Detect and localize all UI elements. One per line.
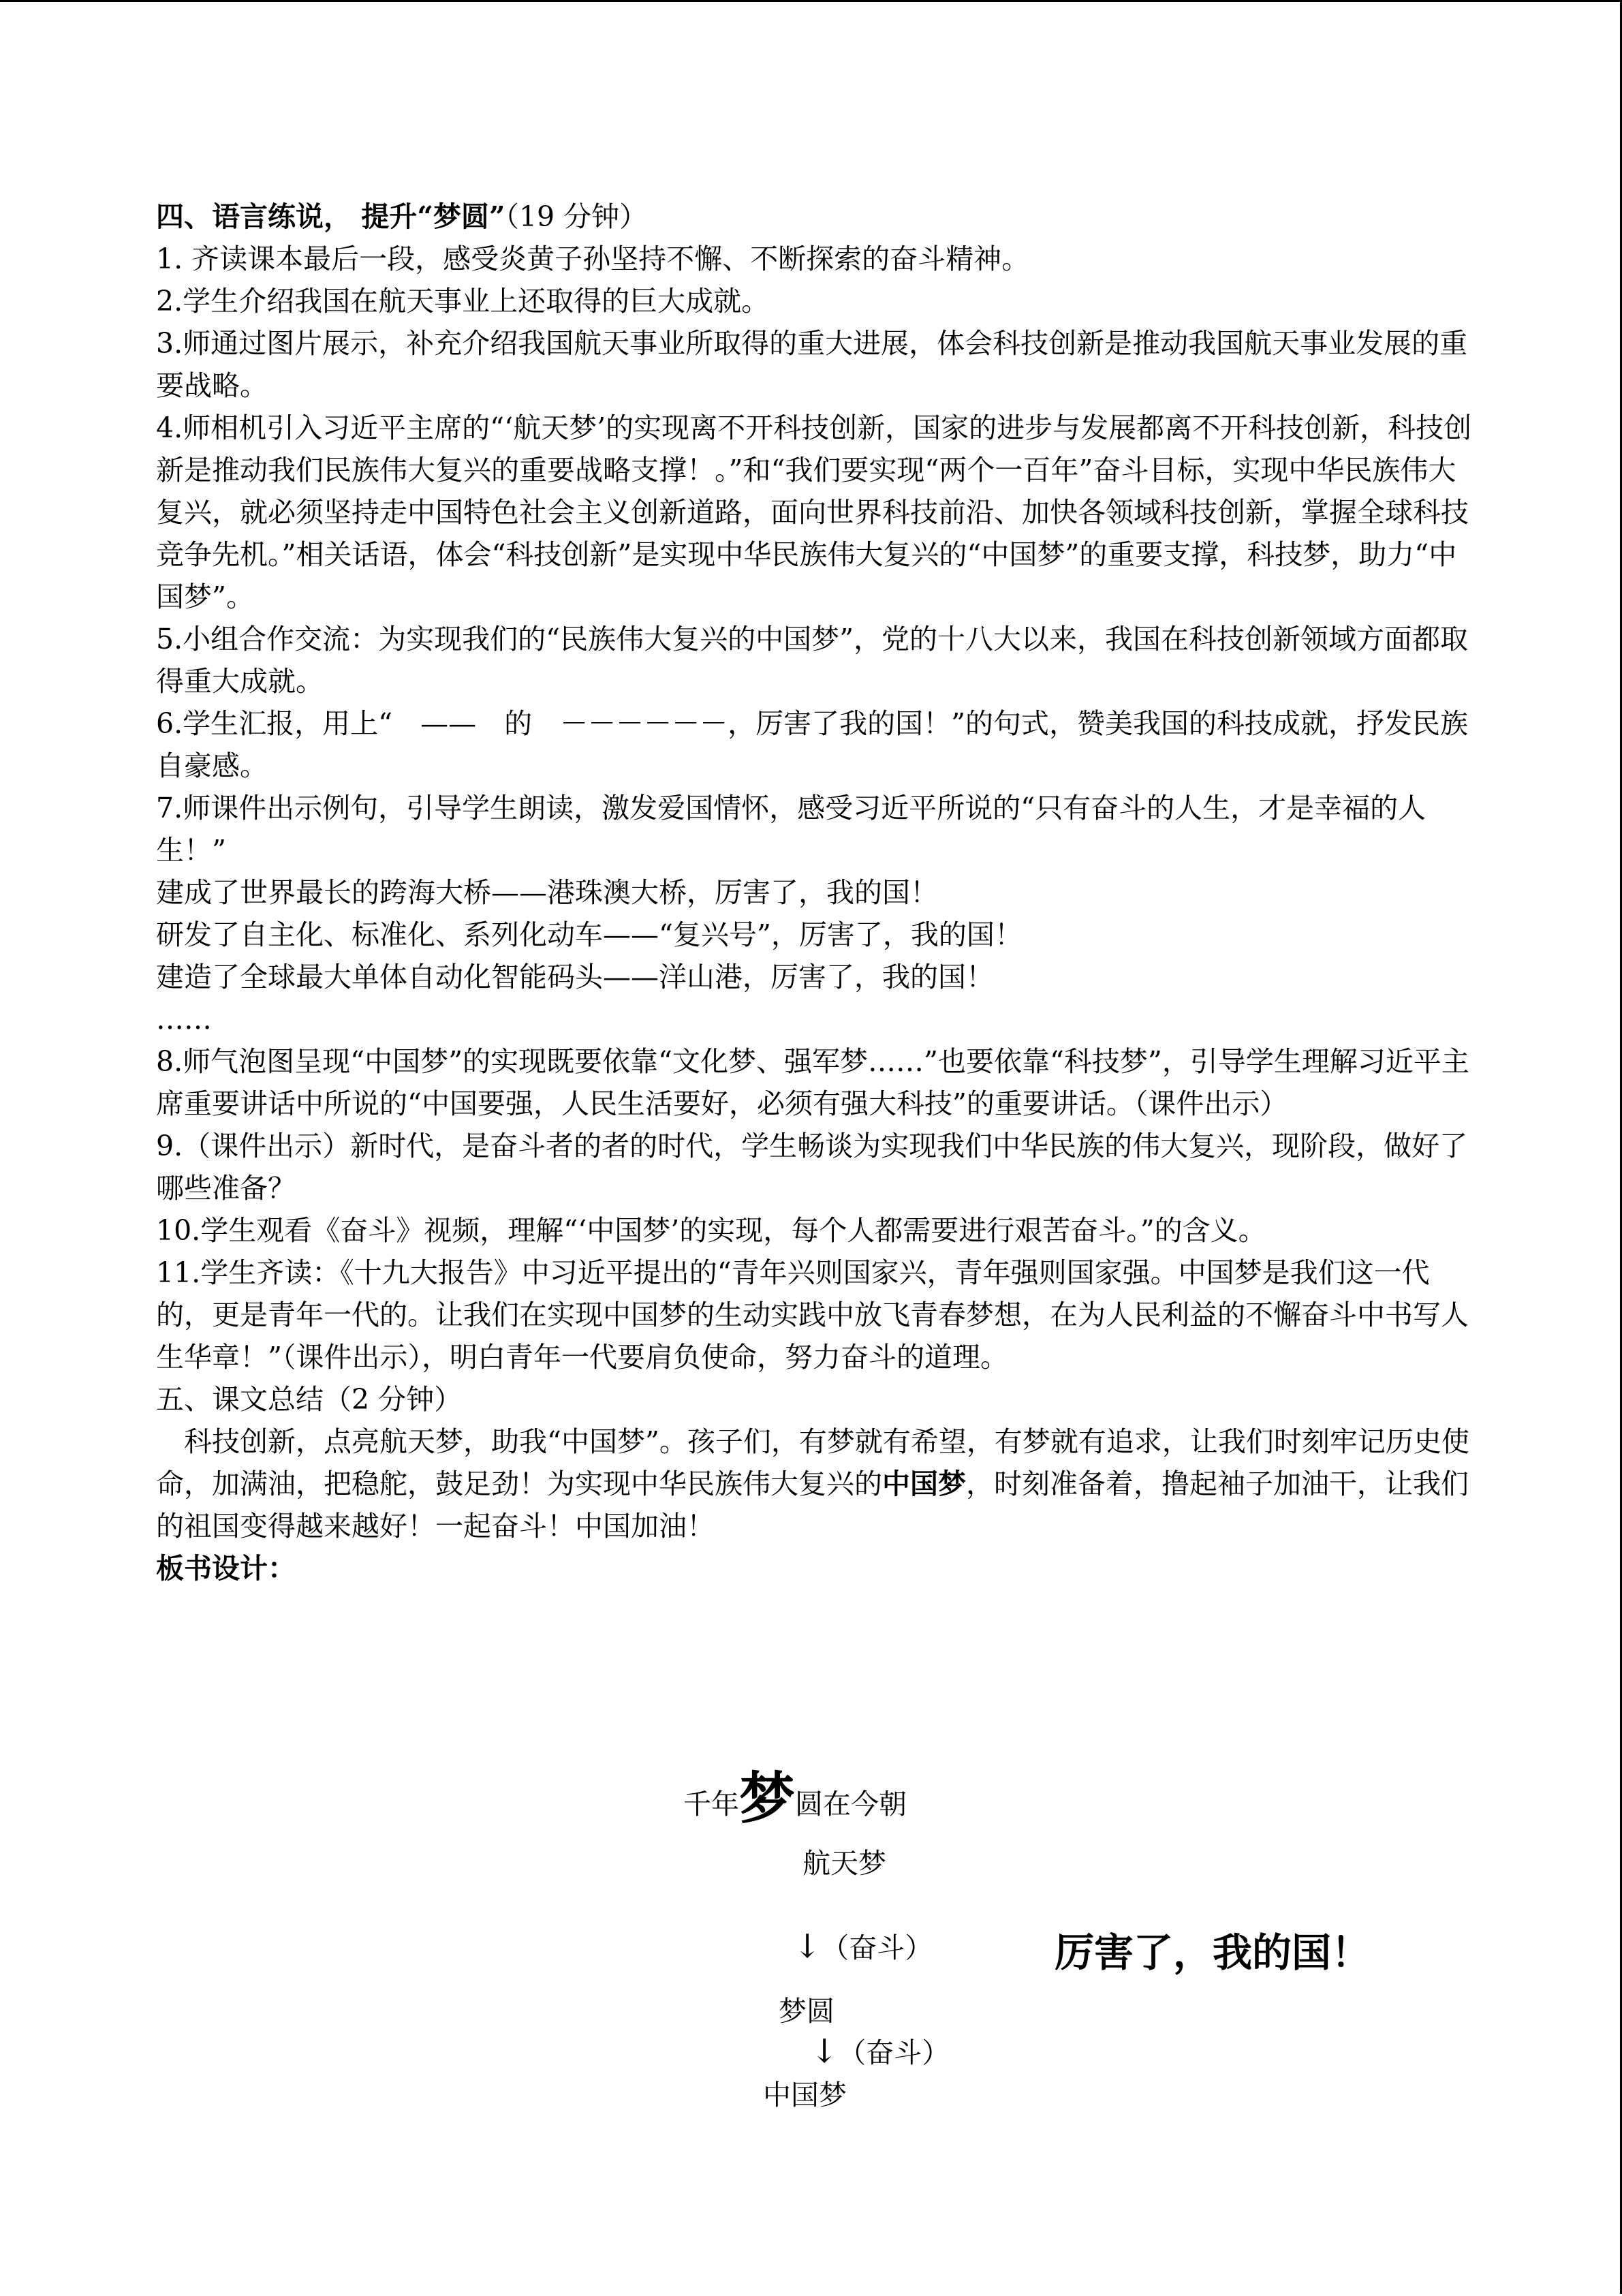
board-hangtian-dream: 航天梦: [802, 1847, 886, 1880]
summary-emphasis: 中国梦: [882, 1468, 966, 1500]
example-sentence-2: 研发了自主化、标准化、系列化动车——“复兴号”，厉害了，我的国！: [156, 918, 1023, 951]
board-design: [0, 2, 1622, 2296]
board-title: [683, 1754, 907, 1834]
down-arrow-icon: ↓: [794, 1927, 822, 1966]
board-struggle-2: [811, 2030, 950, 2070]
paragraph-item-10: 10.学生观看《奋斗》视频，理解“‘中国梦’的实现，每个人都需要进行艰苦奋斗。”的含义。: [156, 1214, 1266, 1247]
paragraph-item-3: 3.师通过图片展示，补充介绍我国航天事业所取得的重大进展，体会科技创新是推动我国航天事业发展的重要战略。: [156, 327, 1468, 402]
section-5-heading: 五、课文总结（2 分钟）: [156, 1383, 463, 1416]
struggle-label: （奋斗）: [821, 1932, 933, 1964]
paragraph-item-11: 11.学生齐读：《十九大报告》中习近平提出的“青年兴则国家兴，青年强则国家强。中国梦是我们这一代的，更是青年一代的。让我们在实现中国梦的生动实践中放飞青春梦想，在为人民利益的不懈奋斗中书写人生华章！”（课件出示），明白青年一代要肩负使命，努力奋斗的道理。: [156, 1256, 1469, 1374]
summary-text-end: ，时刻准备着，撸起袖子加油干，让我们的祖国变得越来越好！一起奋斗！中国加油！: [156, 1468, 1469, 1542]
struggle-label: （奋斗）: [838, 2036, 950, 2069]
paragraph-item-5: 5.小组合作交流：为实现我们的“民族伟大复兴的中国梦”，党的十八大以来，我国在科技创新领域方面都取得重大成就。: [156, 623, 1469, 698]
section-4-title: 四、语言练说， 提升“梦圆”: [156, 200, 505, 233]
board-design-heading: 板书设计：: [156, 1552, 296, 1585]
paragraph-item-2: 2.学生介绍我国在航天事业上还取得的巨大成就。: [156, 285, 770, 317]
board-dream-fulfilled: 梦圆: [779, 1995, 835, 2028]
board-struggle-1: [794, 1925, 933, 1966]
board-exclamation: 厉害了，我的国！: [1055, 1929, 1371, 1976]
paragraph-item-4: 4.师相机引入习近平主席的“‘航天梦’的实现离不开科技创新，国家的进步与发展都离不开科技创新，科技创新是推动我们民族伟大复兴的重要战略支撑！。”和“我们要实现“两个一百年”奋斗目标，实现中华民族伟大复兴，就必须坚持走中国特色社会主义创新道路，面向世界科技前沿、加快各领域科技创新，掌握全球科技竞争先机。”相关话语，体会“科技创新”是实现中华民族伟大复兴的“中国梦”的重要支撑，科技梦，助力“中国梦”。: [156, 412, 1472, 613]
example-sentence-3: 建造了全球最大单体自动化智能码头——洋山港，厉害了，我的国！: [156, 961, 994, 993]
board-title-post: 圆在今朝: [795, 1788, 907, 1820]
paragraph-item-1: 1. 齐读课本最后一段，感受炎黄子孙坚持不懈、不断探索的奋斗精神。: [156, 243, 1030, 275]
paragraph-item-7: 7.师课件出示例句，引导学生朗读，激发爱国情怀，感受习近平所说的“只有奋斗的人生，才是幸福的人生！”: [156, 792, 1426, 867]
ellipsis: ……: [156, 1003, 212, 1036]
board-title-dream-char: 梦: [739, 1766, 796, 1831]
summary-text-start: 科技创新，点亮航天梦，助我“中国梦”。孩子们，有梦就有希望，有梦就有追求，让我们时刻牢记历史使命，加满油，把稳舵，鼓足劲！为实现中华民族伟大复兴的: [156, 1425, 1469, 1500]
paragraph-item-8: 8.师气泡图呈现“中国梦”的实现既要依靠“文化梦、强军梦……”也要依靠“科技梦”，引导学生理解习近平主席重要讲话中所说的“中国要强，人民生活要好，必须有强大科技”的重要讲话。（课件出示）: [156, 1045, 1469, 1120]
example-sentence-1: 建成了世界最长的跨海大桥——港珠澳大桥，厉害了，我的国！: [156, 876, 938, 909]
board-china-dream: 中国梦: [763, 2079, 847, 2111]
paragraph-item-6: 6.学生汇报，用上“ —— 的 －－－－－－，厉害了我的国！”的句式，赞美我国的科技成就，抒发民族自豪感。: [156, 707, 1469, 782]
paragraph-item-9: 9.（课件出示）新时代，是奋斗者的者的时代，学生畅谈为实现我们中华民族的伟大复兴，现阶段，做好了哪些准备？: [156, 1130, 1468, 1205]
section-4-time: （19 分钟）: [505, 200, 648, 233]
board-title-pre: 千年: [683, 1788, 739, 1820]
down-arrow-icon: ↓: [811, 2032, 839, 2070]
